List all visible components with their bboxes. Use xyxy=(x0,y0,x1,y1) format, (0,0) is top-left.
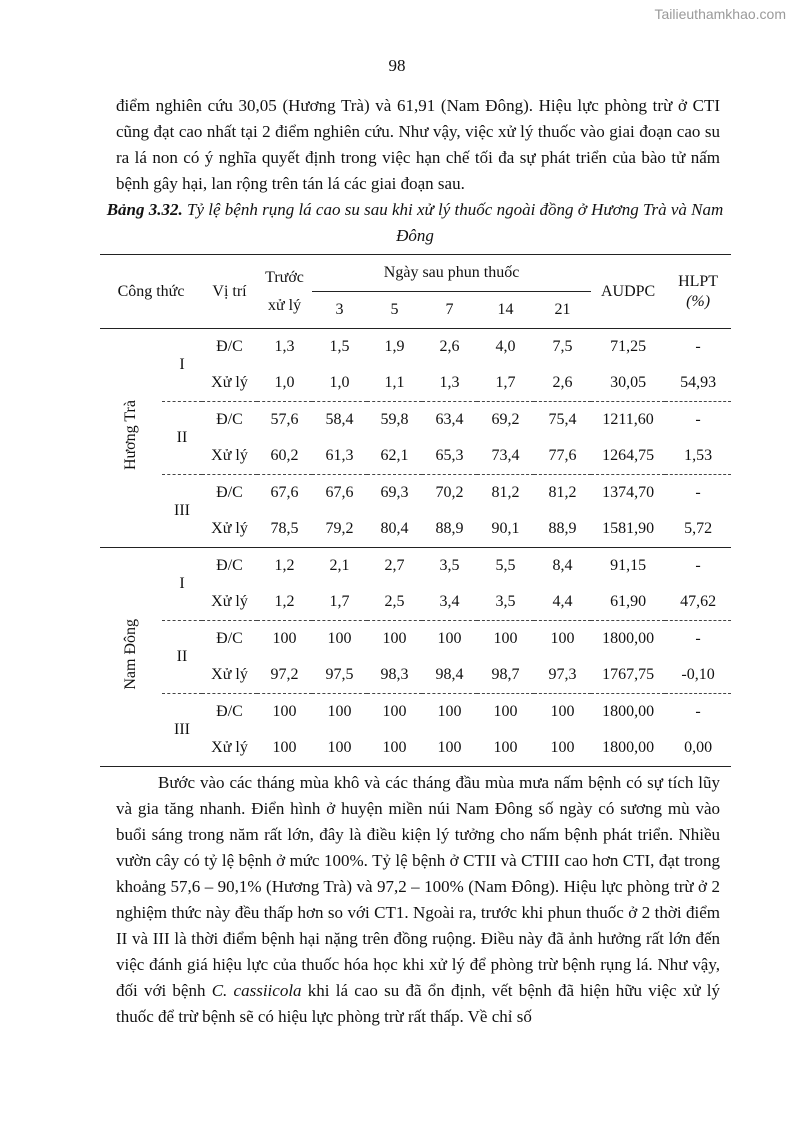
treatment-cell: Xử lý xyxy=(211,374,248,391)
treatment-cell: Đ/C xyxy=(202,475,257,512)
value-cell: 57,6 xyxy=(257,402,312,439)
value-cell: - xyxy=(665,475,731,512)
value-cell: 1264,75 xyxy=(602,447,655,464)
value-cell: 1374,70 xyxy=(591,475,665,512)
region-cell xyxy=(100,329,162,548)
value-cell: 1,0 xyxy=(329,374,350,391)
table-row xyxy=(100,475,731,512)
header-ngay-sau: Ngày sau phun thuốc xyxy=(312,255,591,292)
treatment-cell: Xử lý xyxy=(211,593,248,610)
value-cell: 81,2 xyxy=(534,475,591,512)
value-cell: 1,3 xyxy=(274,338,295,355)
region-cell xyxy=(100,548,162,767)
header-audpc: AUDPC xyxy=(591,255,665,329)
value-cell: 100 xyxy=(534,694,591,731)
value-cell: - xyxy=(665,621,731,658)
region-label: Nam Đông xyxy=(122,619,139,690)
treatment-cell: Xử lý xyxy=(211,447,248,464)
group-label: II xyxy=(162,402,202,475)
value-cell: 100 xyxy=(257,621,312,658)
value-cell: 98,3 xyxy=(380,666,409,683)
value-cell: 1,7 xyxy=(495,374,516,391)
value-cell: 2,7 xyxy=(367,548,422,585)
group-label: III xyxy=(162,694,202,767)
value-cell: 97,3 xyxy=(548,666,577,683)
value-cell: 62,1 xyxy=(380,447,409,464)
region-label: Hương Trà xyxy=(122,400,139,471)
value-cell: 1,5 xyxy=(329,338,350,355)
paragraph-intro: điểm nghiên cứu 30,05 (Hương Trà) và 61,91 (Nam Đông). Hiệu lực phòng trừ ở CTI cũng đạt cao nhất tại 2 điểm nghiên cứu. Như vậy, việc xử lý thuốc vào giai đoạn cao su ra lá non có ý nghĩa quyết định trong việc hạn chế tối đa sự phát triển của bào tử nấm bệnh gây hại, lan rộng trên tán lá các giai đoạn sau. xyxy=(116,96,720,193)
value-cell: 77,6 xyxy=(548,447,577,464)
caption-text: Tỷ lệ bệnh rụng lá cao su sau khi xử lý thuốc ngoài đồng ở Hương Trà và Nam Đông xyxy=(182,200,724,245)
value-cell: 47,62 xyxy=(680,593,717,610)
value-cell: 5,72 xyxy=(684,520,713,537)
value-cell: 54,93 xyxy=(680,374,717,391)
table-row xyxy=(100,621,731,658)
value-cell: 90,1 xyxy=(491,520,520,537)
value-cell: 2,6 xyxy=(439,338,460,355)
value-cell: 91,15 xyxy=(591,548,665,585)
value-cell: 1,9 xyxy=(384,338,405,355)
value-cell: 60,2 xyxy=(270,447,299,464)
paragraph-discussion xyxy=(116,770,720,1030)
value-cell: 0,00 xyxy=(665,730,731,767)
header-hlpt-line2: (%) xyxy=(686,292,711,310)
group-label: II xyxy=(162,621,202,694)
value-cell: 3,5 xyxy=(495,593,516,610)
value-cell: 100 xyxy=(312,621,367,658)
value-cell: - xyxy=(665,402,731,439)
value-cell: 2,5 xyxy=(384,593,405,610)
value-cell: - xyxy=(665,694,731,731)
value-cell: 1800,00 xyxy=(591,730,665,767)
value-cell: 61,3 xyxy=(325,447,354,464)
value-cell: 97,5 xyxy=(325,666,354,683)
value-cell: 81,2 xyxy=(477,475,534,512)
value-cell: 1,2 xyxy=(257,548,312,585)
value-cell: 100 xyxy=(534,621,591,658)
value-cell: 71,25 xyxy=(610,338,647,355)
value-cell: 63,4 xyxy=(422,402,477,439)
header-day: 5 xyxy=(367,292,422,329)
value-cell: - xyxy=(665,548,731,585)
treatment-cell: Xử lý xyxy=(202,730,257,767)
value-cell: 98,4 xyxy=(435,666,464,683)
treatment-cell: Đ/C xyxy=(202,621,257,658)
value-cell: 8,4 xyxy=(534,548,591,585)
value-cell: 2,6 xyxy=(552,374,573,391)
value-cell: 1,2 xyxy=(274,593,295,610)
value-cell: 1,3 xyxy=(439,374,460,391)
header-hlpt xyxy=(665,255,731,329)
value-cell: 1800,00 xyxy=(591,621,665,658)
value-cell: 75,4 xyxy=(534,402,591,439)
value-cell: 97,2 xyxy=(270,666,299,683)
table-caption xyxy=(100,197,730,249)
table-row xyxy=(100,548,731,585)
watermark: Tailieuthamkhao.com xyxy=(654,6,786,22)
value-cell: 70,2 xyxy=(422,475,477,512)
caption-label: Bảng 3.32. xyxy=(106,200,183,219)
value-cell: 69,3 xyxy=(367,475,422,512)
value-cell: 100 xyxy=(312,730,367,767)
value-cell: 61,90 xyxy=(610,593,647,610)
value-cell: - xyxy=(695,338,701,355)
value-cell: 67,6 xyxy=(257,475,312,512)
treatment-cell: Đ/C xyxy=(216,338,243,355)
value-cell: 2,1 xyxy=(312,548,367,585)
value-cell: 4,4 xyxy=(552,593,573,610)
disease-rate-table xyxy=(100,254,731,767)
header-truoc-line2: xử lý xyxy=(267,296,302,314)
value-cell: 1767,75 xyxy=(602,666,655,683)
value-cell: 1,7 xyxy=(329,593,350,610)
treatment-cell: Đ/C xyxy=(202,548,257,585)
treatment-cell: Xử lý xyxy=(211,520,248,537)
value-cell: 4,0 xyxy=(495,338,516,355)
header-truoc-xu-ly xyxy=(257,255,312,329)
value-cell: 1581,90 xyxy=(602,520,655,537)
treatment-cell: Đ/C xyxy=(202,694,257,731)
value-cell: 5,5 xyxy=(477,548,534,585)
group-label: I xyxy=(179,356,185,373)
value-cell: 1,53 xyxy=(684,447,713,464)
value-cell: 100 xyxy=(367,730,422,767)
value-cell: 100 xyxy=(422,730,477,767)
value-cell: 1800,00 xyxy=(591,694,665,731)
value-cell: 3,4 xyxy=(439,593,460,610)
table-row xyxy=(100,402,731,439)
value-cell: -0,10 xyxy=(681,666,715,683)
value-cell: 100 xyxy=(312,694,367,731)
value-cell: 88,9 xyxy=(548,520,577,537)
value-cell: 59,8 xyxy=(367,402,422,439)
group-label: III xyxy=(162,475,202,548)
value-cell: 100 xyxy=(257,730,312,767)
value-cell: 100 xyxy=(257,694,312,731)
value-cell: 58,4 xyxy=(312,402,367,439)
value-cell: 3,5 xyxy=(422,548,477,585)
header-truoc-line1: Trước xyxy=(265,268,304,286)
value-cell: 88,9 xyxy=(435,520,464,537)
header-day: 14 xyxy=(477,292,534,329)
value-cell: 100 xyxy=(534,730,591,767)
treatment-cell: Xử lý xyxy=(211,666,248,683)
header-day: 3 xyxy=(312,292,367,329)
table-row xyxy=(100,694,731,731)
discussion-text-after: khi lá cao su đã ổn định, vết bệnh đã hiện hữu việc xử lý thuốc để trừ bệnh sẽ có hiệu lực phòng trừ rất thấp. Về chỉ số xyxy=(116,981,720,1026)
value-cell: 73,4 xyxy=(491,447,520,464)
value-cell: 1,1 xyxy=(384,374,405,391)
value-cell: 65,3 xyxy=(435,447,464,464)
header-day: 21 xyxy=(534,292,591,329)
value-cell: 79,2 xyxy=(325,520,354,537)
value-cell: 30,05 xyxy=(610,374,647,391)
header-cong-thuc: Công thức xyxy=(100,255,202,329)
value-cell: 67,6 xyxy=(312,475,367,512)
value-cell: 1,0 xyxy=(274,374,295,391)
value-cell: 100 xyxy=(477,694,534,731)
header-day: 7 xyxy=(422,292,477,329)
treatment-cell: Đ/C xyxy=(202,402,257,439)
value-cell: 100 xyxy=(422,621,477,658)
value-cell: 100 xyxy=(477,621,534,658)
value-cell: 100 xyxy=(367,621,422,658)
header-vi-tri: Vị trí xyxy=(202,255,257,329)
value-cell: 100 xyxy=(367,694,422,731)
value-cell: 98,7 xyxy=(491,666,520,683)
header-hlpt-line1: HLPT xyxy=(678,272,719,290)
value-cell: 78,5 xyxy=(270,520,299,537)
value-cell: 80,4 xyxy=(380,520,409,537)
value-cell: 7,5 xyxy=(552,338,573,355)
value-cell: 69,2 xyxy=(477,402,534,439)
value-cell: 100 xyxy=(422,694,477,731)
page-number: 98 xyxy=(388,56,406,75)
value-cell: 100 xyxy=(477,730,534,767)
discussion-text-before: Bước vào các tháng mùa khô và các tháng đầu mùa mưa nấm bệnh có sự tích lũy và gia tăng nhanh. Điển hình ở huyện miền núi Nam Đông số ngày có sương mù vào buổi sáng trong năm rất lớn, đây là điều kiện lý tưởng cho nấm bệnh phát triển. Nhiều vườn cây có tỷ lệ bệnh ở mức 100%. Tỷ lệ bệnh ở CTII và CTIII cao hơn CTI, đạt trong khoảng 57,6 – 90,1% (Hương Trà) và 97,2 – 100% (Nam Đông). Hiệu lực phòng trừ ở 2 nghiệm thức này đều thấp hơn so với CT1. Ngoài ra, trước khi phun thuốc ở 2 thời điểm II và III là thời điểm bệnh hại nặng trên đồng ruộng. Điều này đã ảnh hưởng rất lớn đến việc đánh giá hiệu lực của thuốc hóa học khi xử lý để phòng trừ bệnh rụng lá. Như vậy, đối với bệnh xyxy=(116,773,720,1000)
species-name: C. cassiicola xyxy=(211,981,302,1000)
value-cell: 1211,60 xyxy=(591,402,665,439)
group-label: I xyxy=(162,548,202,621)
table-row xyxy=(100,329,731,366)
